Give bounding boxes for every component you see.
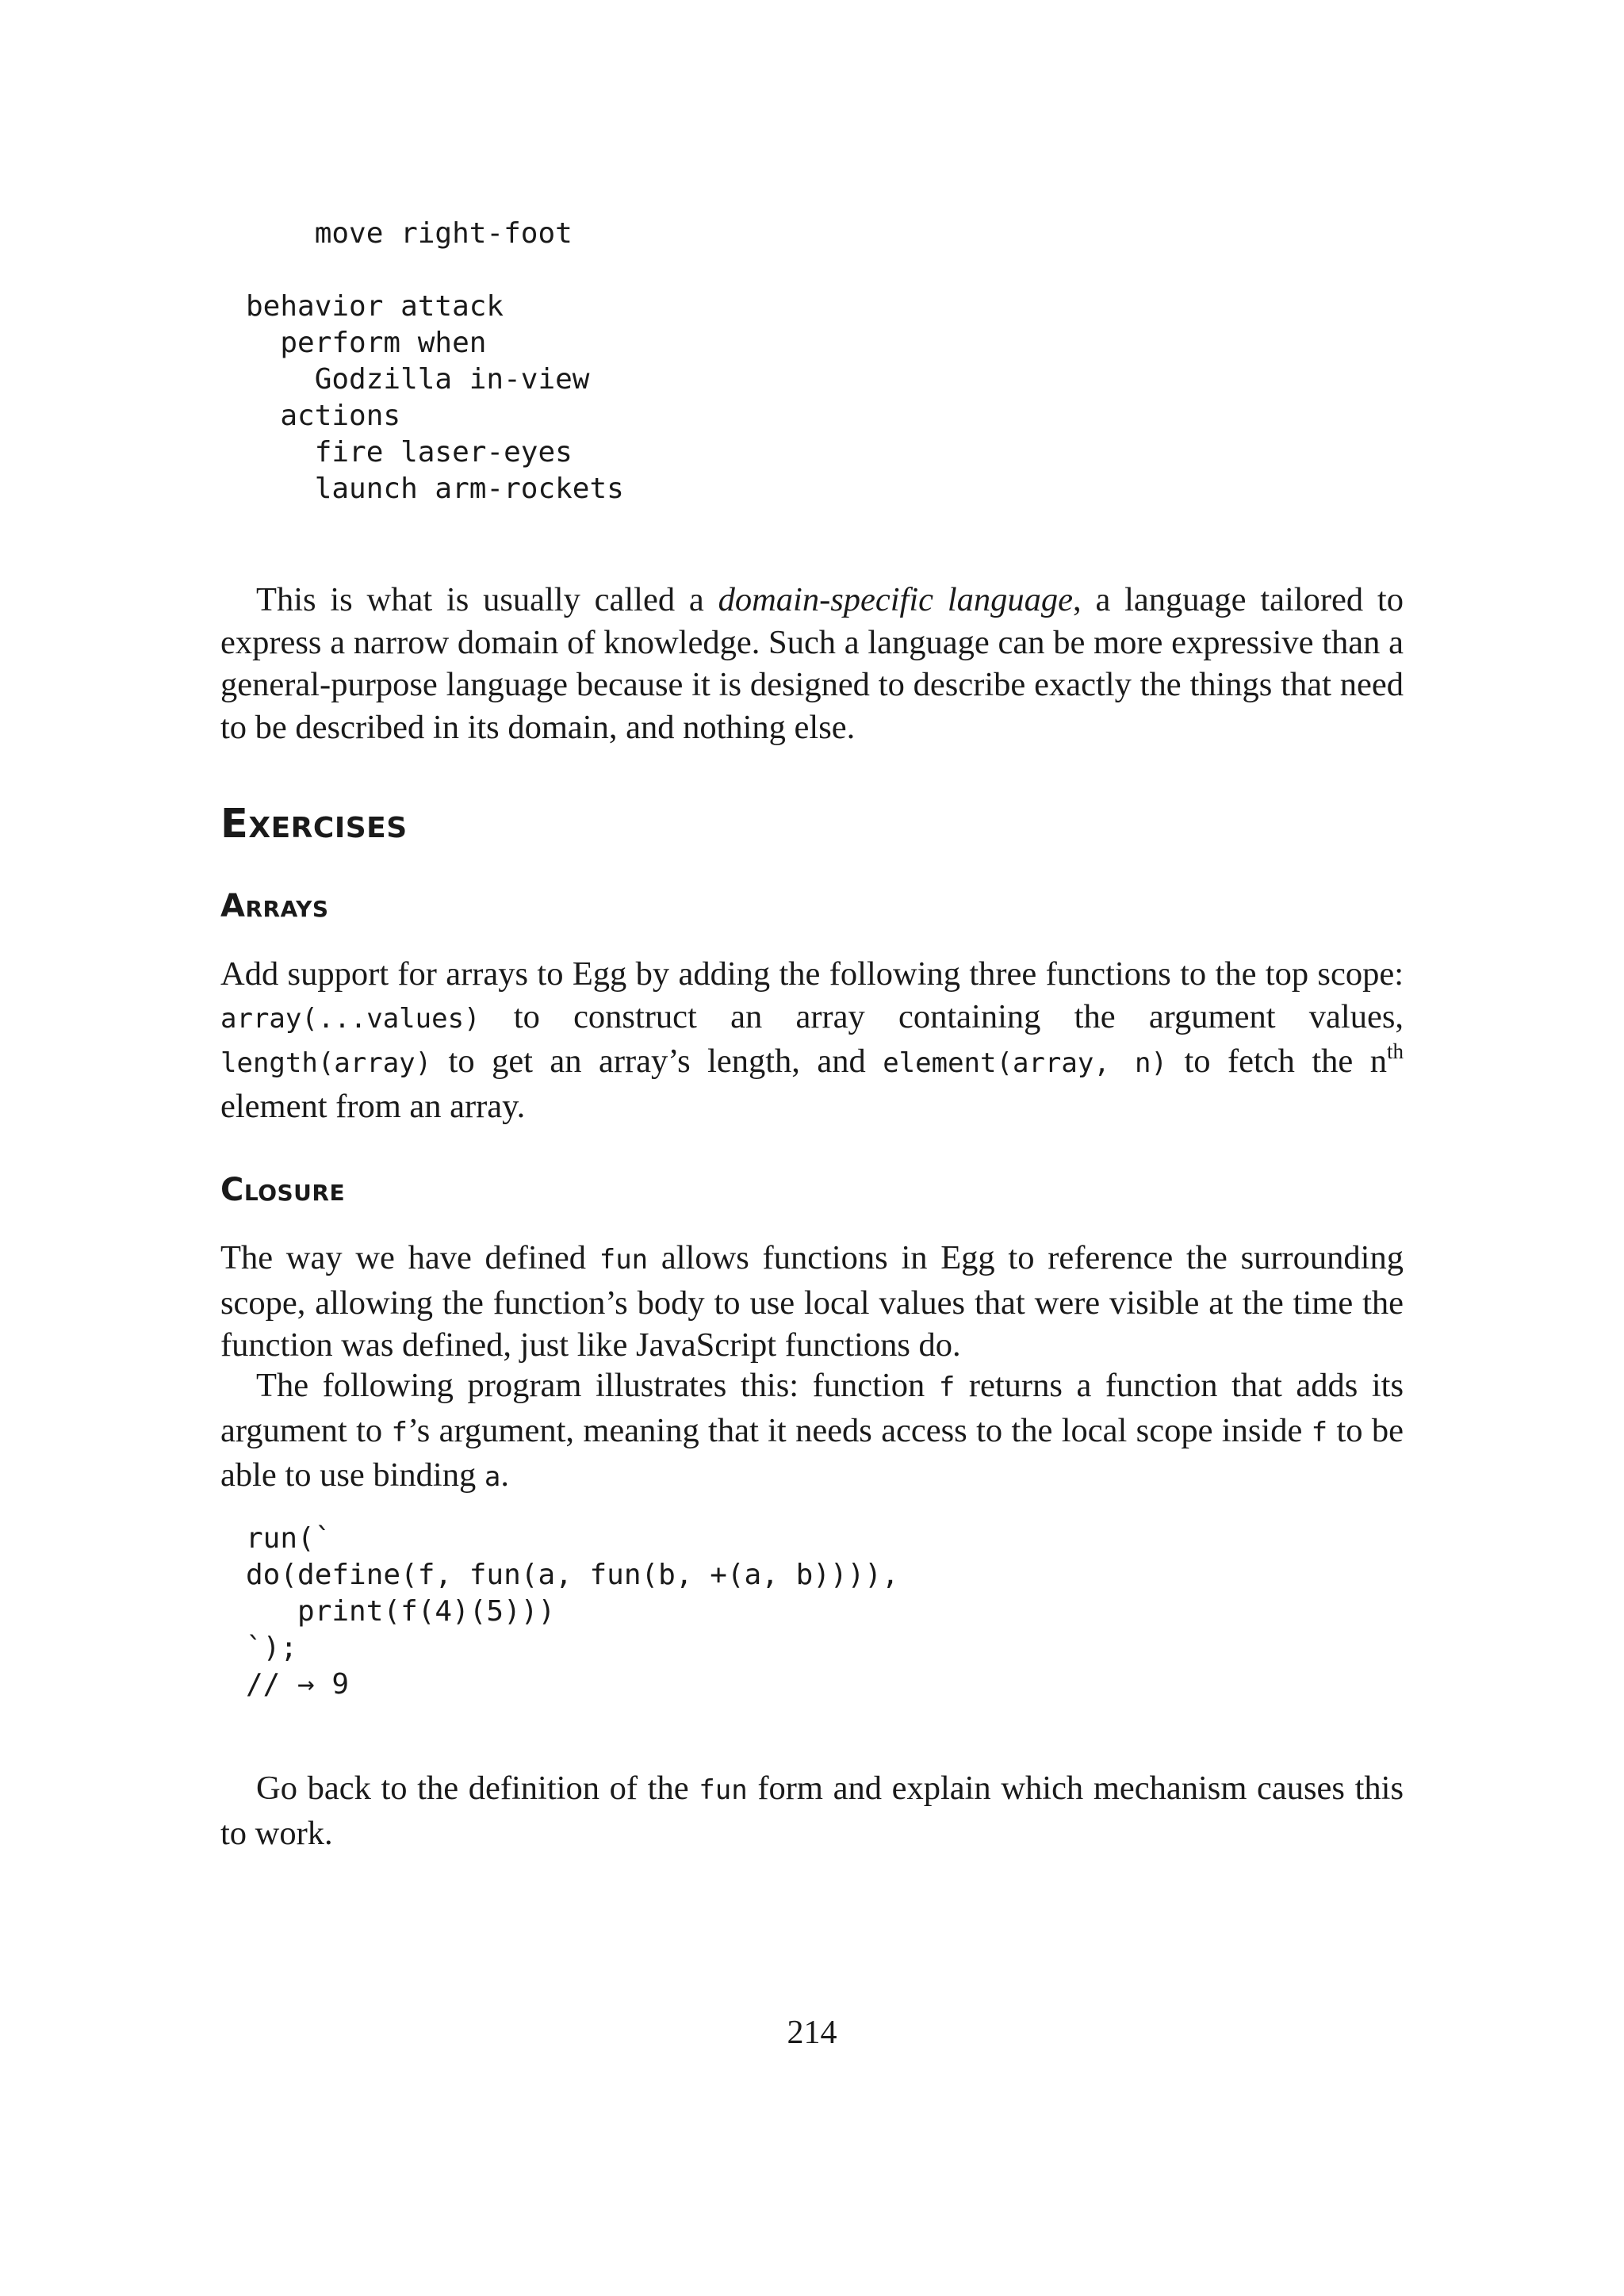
inline-code: f [938,1372,956,1403]
emphasis-term: domain-specific language [718,581,1074,618]
text: The following program illustrates this: function [256,1367,939,1404]
closure-paragraph-3 [220,1767,1404,1854]
text: Add support for arrays to Egg by adding the following three functions to the top scope: [220,955,1404,993]
inline-code: f [391,1416,408,1448]
inline-code: fun [599,1244,649,1276]
text: element from an array. [220,1088,526,1126]
section-heading-exercises: Exercises [220,801,408,848]
closure-paragraph-1 [220,1237,1404,1367]
inline-code: a [484,1461,501,1494]
subsection-heading-closure: Closure [220,1172,346,1208]
page-number: 214 [787,2015,837,2051]
subsection-heading-arrays: Arrays [220,888,329,924]
inline-code: f [1311,1416,1328,1448]
text: to construct an array containing the argument values, [480,997,1404,1035]
inline-code: fun [699,1774,748,1806]
text: ’s argument, meaning that it needs access to the local scope inside [407,1411,1312,1449]
text: to get an array’s length, and [431,1043,883,1081]
code-block-closure-example: run(` do(define(f, fun(a, fun(b, +(a, b)))), print(f(4)(5))) `); // → 9 [246,1522,899,1701]
arrays-paragraph [220,953,1404,1128]
superscript: th [1386,1039,1404,1064]
text: This is what is usually called a [256,581,718,618]
inline-code: length(array) [220,1047,432,1080]
inline-code: element(array, n) [883,1047,1167,1080]
code-block-robot-behavior: move right-foot behavior attack perform when Godzilla in-view actions fire laser-eyes launch arm-rockets [246,217,624,505]
text: The way we have defined [220,1239,599,1276]
text: to fetch the n [1167,1043,1387,1081]
text: . [500,1456,509,1494]
text: returns a function that adds its argument to [220,1367,1404,1449]
inline-code: array(...values) [220,1002,481,1035]
text: form and explain which mechanism causes this to work. [220,1770,1404,1852]
dsl-paragraph [220,579,1404,749]
text: allows functions in Egg to reference the surrounding scope, allowing the function’s body to use local values that were visible at the time the function was defined, just like JavaScript functions do. [220,1239,1404,1364]
text: , a language tailored to express a narrow domain of knowledge. Such a language can be more expressive than a general-purpose language because it is designed to describe exactly the things that need to be described in its domain, and nothing else. [220,581,1404,747]
text: to be able to use binding [220,1411,1404,1494]
text: Go back to the definition of the [256,1770,699,1807]
closure-paragraph-2 [220,1364,1404,1499]
